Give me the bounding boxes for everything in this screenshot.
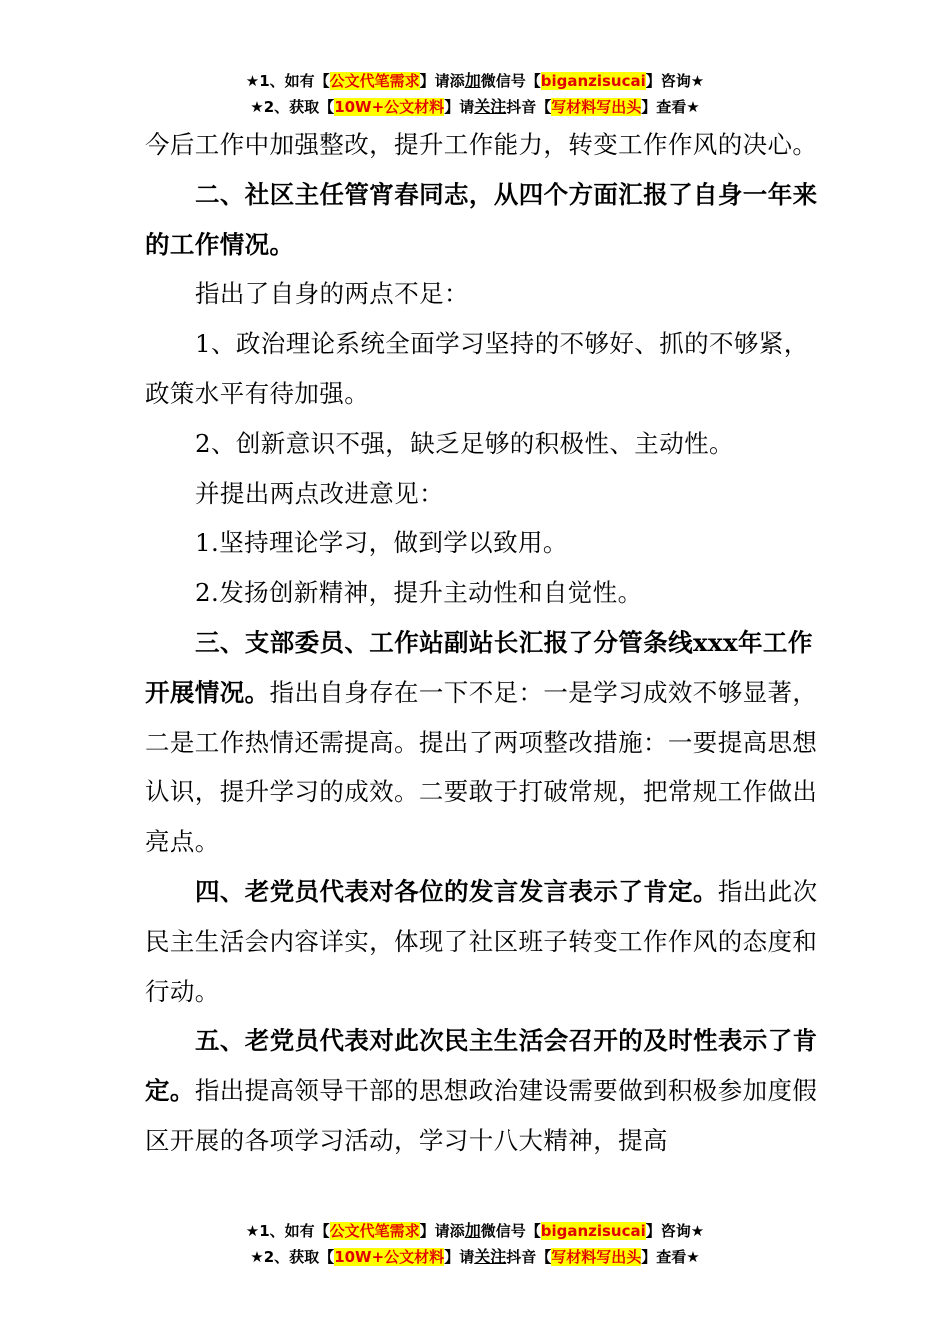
banner-highlight: 公文代笔需求 (329, 72, 420, 90)
banner-line-2 (0, 1244, 950, 1270)
banner-text: 】咨询★ (645, 72, 705, 90)
banner-text: 】咨询★ (645, 1222, 705, 1240)
banner-highlight: 10W+公文材料 (334, 1248, 445, 1266)
paragraph-text: 今后工作中加强整改，提升工作能力，转变工作作风的决心。 (145, 130, 818, 159)
section-3 (145, 618, 825, 867)
paragraph (145, 120, 825, 170)
list-text: 坚持理论学习，做到学以致用。 (219, 528, 568, 558)
paragraph-text: 指出自身存在一下不足：一是学习成效不够显著，二是工作热情还需提高。提出了两项整改措施：一要提高思想认识，提升学习的成效。二要敢于打破常规，把常规工作做出亮点。 (145, 677, 818, 857)
banner-text: 】查看★ (641, 1248, 700, 1266)
banner-text: 抖音【 (506, 98, 552, 116)
banner-text: 抖音【 (506, 1248, 552, 1266)
list-item (145, 518, 825, 568)
list-number: 1 (195, 329, 211, 359)
banner-highlight: 10W+公文材料 (334, 98, 445, 116)
heading-text: 二、社区主任管宵春同志，从四个方面汇报了自身一年来的工作情况。 (145, 179, 818, 259)
document-body (145, 120, 825, 1166)
list-number: 2 (195, 428, 211, 458)
paragraph-text: 并提出两点改进意见： (195, 478, 444, 508)
banner-highlight: 公文代笔需求 (329, 1222, 420, 1240)
banner-highlight-wechat: biganzisucai (540, 1222, 646, 1240)
banner-text: ★2、获取【 (250, 98, 335, 116)
banner-line-1 (0, 1218, 950, 1244)
paragraph-text: 指出此次民主生活会内容详实，体现了社区班子转变工作作风的态度和行动。 (145, 876, 818, 1006)
heading-text: 五、老党员代表对此次民主生活会召开的及时性表示了肯定。 (145, 1026, 818, 1106)
list-text: 、政治理论系统全面学习坚持的不够好、抓的不够紧，政策水平有待加强。 (145, 329, 809, 408)
banner-text: 微信号【 (480, 72, 541, 90)
heading-text: 年工作开展情况。 (145, 627, 813, 707)
footer-banner (0, 1218, 950, 1270)
banner-highlight-douyin: 写材料写出头 (551, 98, 642, 116)
paragraph (145, 269, 825, 319)
list-text: 、创新意识不强，缺乏足够的积极性、主动性。 (211, 428, 734, 458)
section-5 (145, 1016, 825, 1165)
section-4 (145, 867, 825, 1016)
banner-text: 微信号【 (480, 1222, 541, 1240)
list-item (145, 568, 825, 618)
banner-text: 】请添 (419, 1222, 465, 1240)
list-item (145, 319, 825, 419)
banner-text: 】请添 (419, 72, 465, 90)
list-number: 2. (195, 578, 220, 608)
banner-underline: 关注 (474, 1247, 507, 1266)
banner-line-1 (0, 68, 950, 94)
banner-text: 】请 (444, 98, 475, 116)
list-text: 发扬创新精神，提升主动性和自觉性。 (219, 578, 643, 608)
banner-underline: 加 (464, 1221, 481, 1240)
banner-highlight-douyin: 写材料写出头 (551, 1248, 642, 1266)
banner-text: ★1、如有【 (245, 72, 330, 90)
paragraph (145, 469, 825, 519)
section-heading-2 (145, 170, 825, 270)
banner-text: ★1、如有【 (245, 1222, 330, 1240)
banner-highlight-wechat: biganzisucai (540, 72, 646, 90)
banner-text: ★2、获取【 (250, 1248, 335, 1266)
banner-underline: 加 (464, 71, 481, 90)
banner-text: 】请 (444, 1248, 475, 1266)
banner-line-2 (0, 94, 950, 120)
header-banner (0, 68, 950, 120)
banner-text: 】查看★ (641, 98, 700, 116)
list-number: 1. (195, 528, 220, 558)
paragraph-text: 指出提高领导干部的思想政治建设需要做到积极参加度假区开展的各项学习活动，学习十八大精神，提高 (145, 1076, 818, 1155)
paragraph-text: 指出了自身的两点不足： (195, 279, 469, 309)
heading-placeholder: xxx (693, 627, 739, 657)
heading-text: 四、老党员代表对各位的发言发言表示了肯定。 (195, 876, 718, 906)
banner-underline: 关注 (474, 97, 507, 116)
list-item (145, 419, 825, 469)
heading-text: 三、支部委员、工作站副站长汇报了分管条线 (195, 627, 693, 657)
